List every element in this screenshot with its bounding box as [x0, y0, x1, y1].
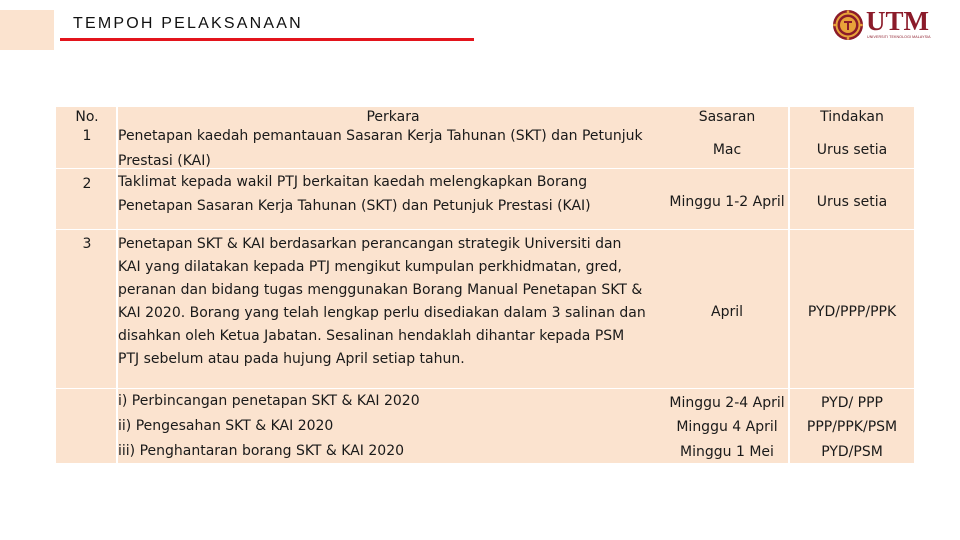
- row-4-tindakan-1: PYD/ PPP: [821, 395, 883, 411]
- row-2-sasaran: Minggu 1-2 April: [669, 194, 785, 210]
- row-1-tindakan: Urus setia: [816, 142, 888, 158]
- row-3-tindakan: PYD/PPP/PPK: [807, 304, 897, 320]
- row-1-perkara-line-1: Penetapan kaedah pemantauan Sasaran Kerja Tahunan (SKT) dan Petunjuk: [118, 128, 643, 144]
- header-sasaran: Sasaran: [698, 109, 756, 125]
- header-tindakan: Tindakan: [820, 109, 884, 125]
- row-3-perkara-line-4: KAI 2020. Borang yang telah lengkap perlu disediakan dalam 3 salinan dan: [118, 305, 646, 321]
- row-4-sasaran-1: Minggu 2-4 April: [669, 395, 785, 411]
- utm-seal-icon: [832, 9, 864, 41]
- utm-logo-text: UTM: [866, 6, 929, 36]
- row-3-perkara-line-2: KAI yang dilatakan kepada PTJ mengikut kumpulan perkhidmatan, gred,: [118, 259, 622, 275]
- row-3-sasaran: April: [711, 304, 743, 320]
- row-divider: [56, 229, 914, 230]
- row-4-tindakan-3: PYD/PSM: [821, 444, 883, 460]
- row-4-item-3: iii) Penghantaran borang SKT & KAI 2020: [118, 443, 405, 459]
- row-3-perkara-line-1: Penetapan SKT & KAI berdasarkan perancangan strategik Universiti dan: [118, 236, 622, 252]
- row-2-no: 2: [82, 176, 92, 192]
- row-2-perkara-line-2: Penetapan Sasaran Kerja Tahunan (SKT) dan Petunjuk Prestasi (KAI): [118, 198, 591, 214]
- row-4-tindakan-2: PPP/PPK/PSM: [806, 419, 898, 435]
- row-3-perkara-line-6: PTJ sebelum atau pada hujung April setiap tahun.: [118, 351, 465, 367]
- row-4-item-1: i) Perbincangan penetapan SKT & KAI 2020: [118, 393, 420, 409]
- schedule-table: [56, 107, 914, 463]
- title-underline: [60, 38, 474, 41]
- page-title: TEMPOH PELAKSANAAN: [73, 15, 303, 32]
- corner-accent-box: [0, 10, 54, 50]
- row-1-sasaran: Mac: [712, 142, 742, 158]
- row-divider: [56, 388, 914, 389]
- row-3-no: 3: [82, 236, 92, 252]
- row-3-perkara-line-3: peranan dan bidang tugas menggunakan Borang Manual Penetapan SKT &: [118, 282, 643, 298]
- row-3-perkara-line-5: disahkan oleh Ketua Jabatan. Sesalinan hendaklah dihantar kepada PSM: [118, 328, 625, 344]
- row-4-item-2: ii) Pengesahan SKT & KAI 2020: [118, 418, 334, 434]
- row-2-tindakan: Urus setia: [816, 194, 888, 210]
- row-1-no: 1: [82, 128, 92, 144]
- header-perkara: Perkara: [366, 109, 420, 125]
- row-2-perkara-line-1: Taklimat kepada wakil PTJ berkaitan kaedah melengkapkan Borang: [118, 174, 588, 190]
- row-4-sasaran-3: Minggu 1 Mei: [680, 444, 774, 460]
- utm-logo: [832, 6, 932, 42]
- header-no: No.: [75, 109, 99, 125]
- utm-logo-subtext: UNIVERSITI TEKNOLOGI MALAYSIA: [867, 35, 931, 39]
- row-4-sasaran-2: Minggu 4 April: [676, 419, 778, 435]
- row-1-perkara-line-2: Prestasi (KAI): [118, 153, 211, 169]
